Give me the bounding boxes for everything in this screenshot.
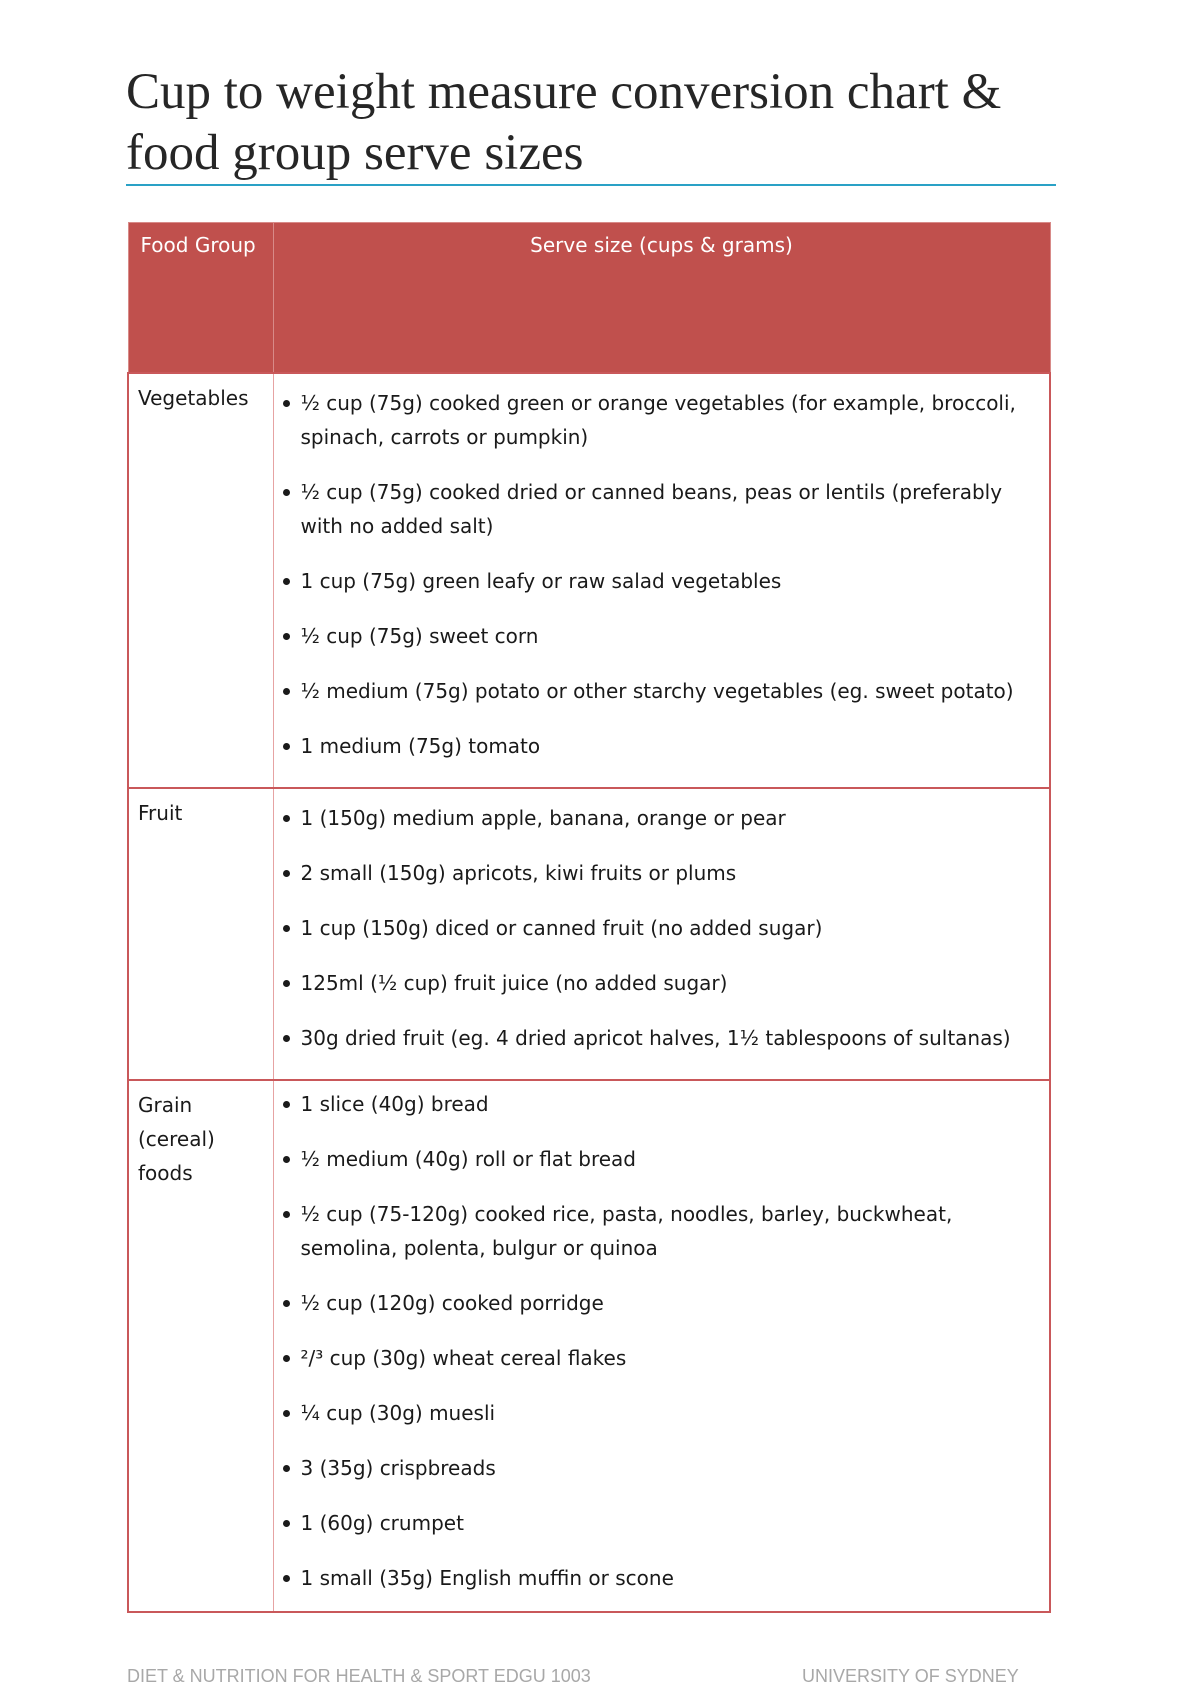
list-item: ¼ cup (30g) muesli xyxy=(282,1396,1040,1430)
serve-size-cell xyxy=(273,373,1050,788)
list-item: 3 (35g) crispbreads xyxy=(282,1451,1040,1485)
serve-list xyxy=(282,801,1040,1055)
list-item: ½ cup (75g) cooked dried or canned beans, peas or lentils (preferably with no added salt) xyxy=(282,475,1040,543)
table-row-fruit xyxy=(128,788,1050,1080)
header-serve-size: Serve size (cups & grams) xyxy=(273,223,1050,373)
serve-size-cell xyxy=(273,788,1050,1080)
list-item: ²/³ cup (30g) wheat cereal flakes xyxy=(282,1341,1040,1375)
list-item: 1 medium (75g) tomato xyxy=(282,729,1040,763)
list-item: ½ cup (120g) cooked porridge xyxy=(282,1286,1040,1320)
list-item: ½ cup (75-120g) cooked rice, pasta, noodles, barley, buckwheat, semolina, polenta, bulgur or quinoa xyxy=(282,1197,1040,1265)
serve-size-cell xyxy=(273,1080,1050,1612)
list-item: ½ cup (75g) cooked green or orange vegetables (for example, broccoli, spinach, carrots or pumpkin) xyxy=(282,386,1040,454)
list-item: 1 (150g) medium apple, banana, orange or pear xyxy=(282,801,1040,835)
serve-size-table xyxy=(127,222,1051,1613)
list-item: 125ml (½ cup) fruit juice (no added sugar) xyxy=(282,966,1040,1000)
list-item: 1 small (35g) English muffin or scone xyxy=(282,1561,1040,1595)
list-item: ½ medium (40g) roll or flat bread xyxy=(282,1142,1040,1176)
list-item: ½ medium (75g) potato or other starchy vegetables (eg. sweet potato) xyxy=(282,674,1040,708)
list-item: 1 (60g) crumpet xyxy=(282,1506,1040,1540)
food-group-cell: Grain (cereal) foods xyxy=(128,1080,273,1612)
table-row-grain-foods xyxy=(128,1080,1050,1612)
title-rule xyxy=(126,184,1056,186)
table-header-row xyxy=(128,223,1050,373)
list-item: 1 cup (75g) green leafy or raw salad vegetables xyxy=(282,564,1040,598)
list-item: 1 cup (150g) diced or canned fruit (no added sugar) xyxy=(282,911,1040,945)
table-row-vegetables xyxy=(128,373,1050,788)
food-group-cell: Vegetables xyxy=(128,373,273,788)
page-title: Cup to weight measure conversion chart & food group serve sizes xyxy=(126,64,1002,181)
list-item: ½ cup (75g) sweet corn xyxy=(282,619,1040,653)
footer-university: UNIVERSITY OF SYDNEY xyxy=(802,1666,1019,1686)
food-group-cell: Fruit xyxy=(128,788,273,1080)
footer-course-name: DIET & NUTRITION FOR HEALTH & SPORT EDGU 1003 xyxy=(127,1666,591,1686)
list-item: 2 small (150g) apricots, kiwi fruits or plums xyxy=(282,856,1040,890)
list-item: 1 slice (40g) bread xyxy=(282,1087,1040,1121)
serve-list xyxy=(282,1087,1040,1595)
list-item: 30g dried fruit (eg. 4 dried apricot halves, 1½ tablespoons of sultanas) xyxy=(282,1021,1040,1055)
serve-list xyxy=(282,386,1040,763)
header-food-group: Food Group xyxy=(128,223,273,373)
